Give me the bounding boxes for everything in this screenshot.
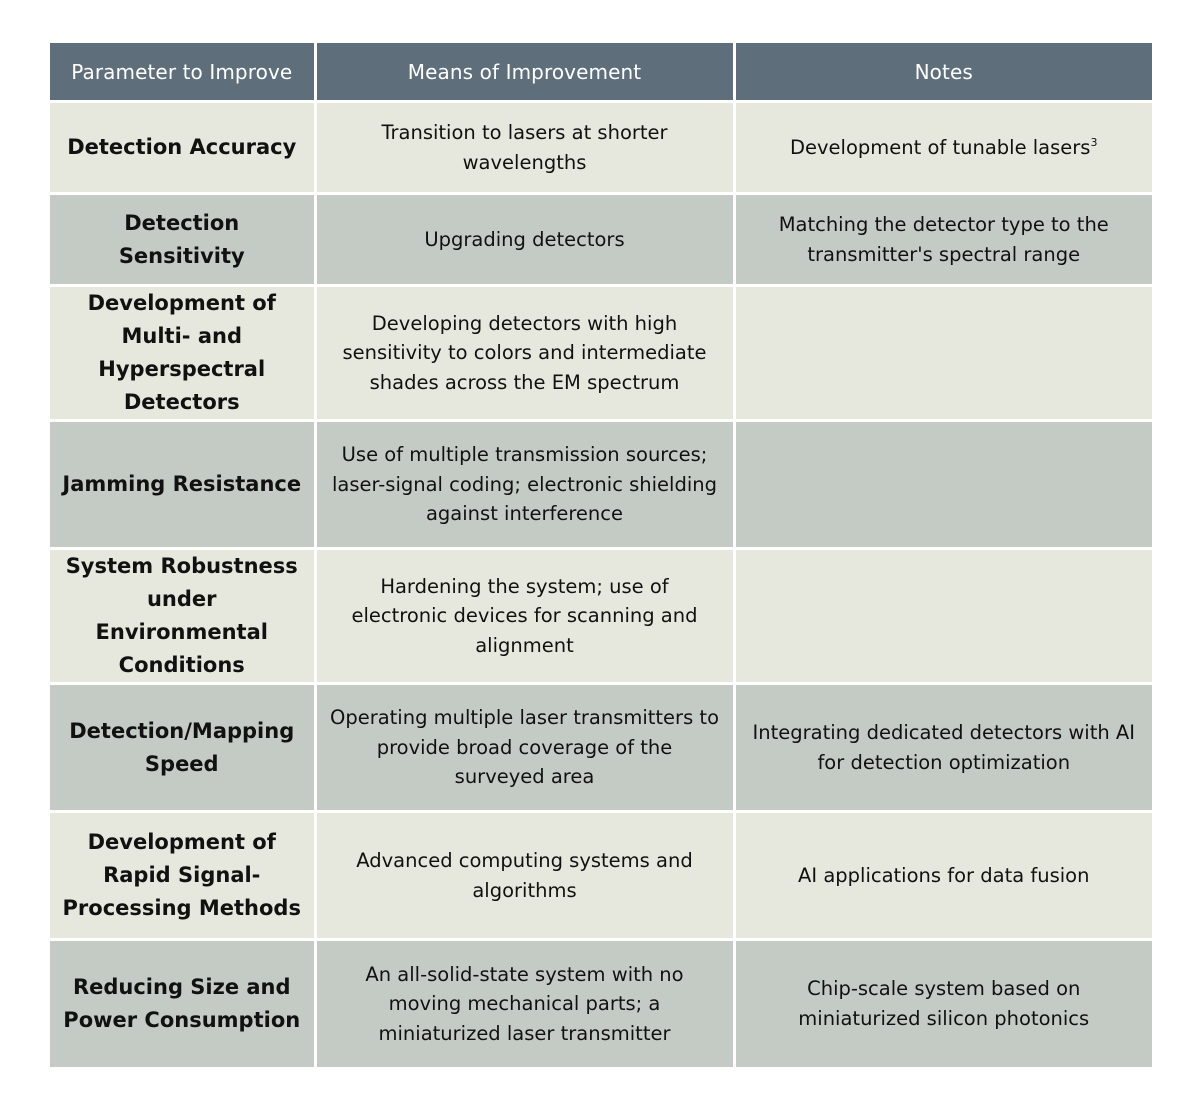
table-row [50, 940, 1152, 1067]
notes-cell [734, 812, 1152, 940]
table-row [50, 102, 1152, 194]
notes-cell-text: Matching the detector type to the transmitter's spectral range [778, 213, 1109, 266]
parameter-cell [50, 812, 315, 940]
means-cell [315, 549, 734, 684]
table-row [50, 421, 1152, 549]
table-row [50, 194, 1152, 286]
parameter-cell [50, 286, 315, 421]
parameter-cell [50, 940, 315, 1067]
notes-cell-text: Chip-scale system based on miniaturized silicon photonics [798, 977, 1090, 1030]
means-cell [315, 421, 734, 549]
header-means: Means of Improvement [315, 43, 734, 102]
means-cell-text: Hardening the system; use of electronic devices for scanning and alignment [351, 574, 698, 657]
means-cell-text: Upgrading detectors [424, 227, 625, 251]
parameter-cell [50, 421, 315, 549]
footnote-ref: 3 [1090, 135, 1098, 149]
means-cell-text: Advanced computing systems and algorithms [356, 849, 693, 902]
parameter-cell [50, 684, 315, 812]
means-cell [315, 812, 734, 940]
parameter-cell-text: Reducing Size and Power Consumption [63, 974, 301, 1032]
parameter-cell-text: Detection Accuracy [67, 135, 297, 159]
means-cell [315, 286, 734, 421]
means-cell [315, 684, 734, 812]
parameter-cell [50, 102, 315, 194]
notes-cell-text: Integrating dedicated detectors with AI for detection optimization [752, 721, 1135, 774]
parameter-cell-text: Development of Rapid Signal-Processing Methods [62, 830, 301, 920]
notes-cell [734, 684, 1152, 812]
parameter-cell-text: Jamming Resistance [62, 472, 302, 496]
notes-cell [734, 940, 1152, 1067]
parameter-cell [50, 194, 315, 286]
notes-cell-text: AI applications for data fusion [798, 863, 1090, 887]
parameter-cell-text: System Robustness under Environmental Conditions [65, 554, 298, 677]
header-notes: Notes [734, 43, 1152, 102]
notes-cell [734, 549, 1152, 684]
notes-cell [734, 286, 1152, 421]
parameter-cell-text: Detection/Mapping Speed [69, 718, 295, 776]
table-row [50, 812, 1152, 940]
means-cell-text: Transition to lasers at shorter wavelengths [381, 121, 668, 174]
means-cell [315, 102, 734, 194]
means-cell-text: Developing detectors with high sensitivity to colors and intermediate shades across the EM spectrum [342, 311, 707, 394]
parameter-cell [50, 549, 315, 684]
means-cell-text: Operating multiple laser transmitters to provide broad coverage of the surveyed area [329, 706, 720, 789]
means-cell [315, 940, 734, 1067]
header-parameter: Parameter to Improve [50, 43, 315, 102]
improvement-table [50, 43, 1152, 1067]
parameter-cell-text: Development of Multi- and Hyperspectral Detectors [87, 291, 276, 414]
parameter-cell-text: Detection Sensitivity [118, 210, 245, 268]
notes-cell [734, 102, 1152, 194]
notes-cell-text: Development of tunable lasers [790, 135, 1091, 159]
notes-cell [734, 194, 1152, 286]
table-row [50, 549, 1152, 684]
means-cell-text: An all-solid-state system with no moving mechanical parts; a miniaturized laser transmitter [365, 962, 684, 1045]
table-row [50, 684, 1152, 812]
header-row [50, 43, 1152, 102]
table-row [50, 286, 1152, 421]
means-cell [315, 194, 734, 286]
notes-cell [734, 421, 1152, 549]
means-cell-text: Use of multiple transmission sources; laser-signal coding; electronic shielding against interference [331, 443, 718, 526]
